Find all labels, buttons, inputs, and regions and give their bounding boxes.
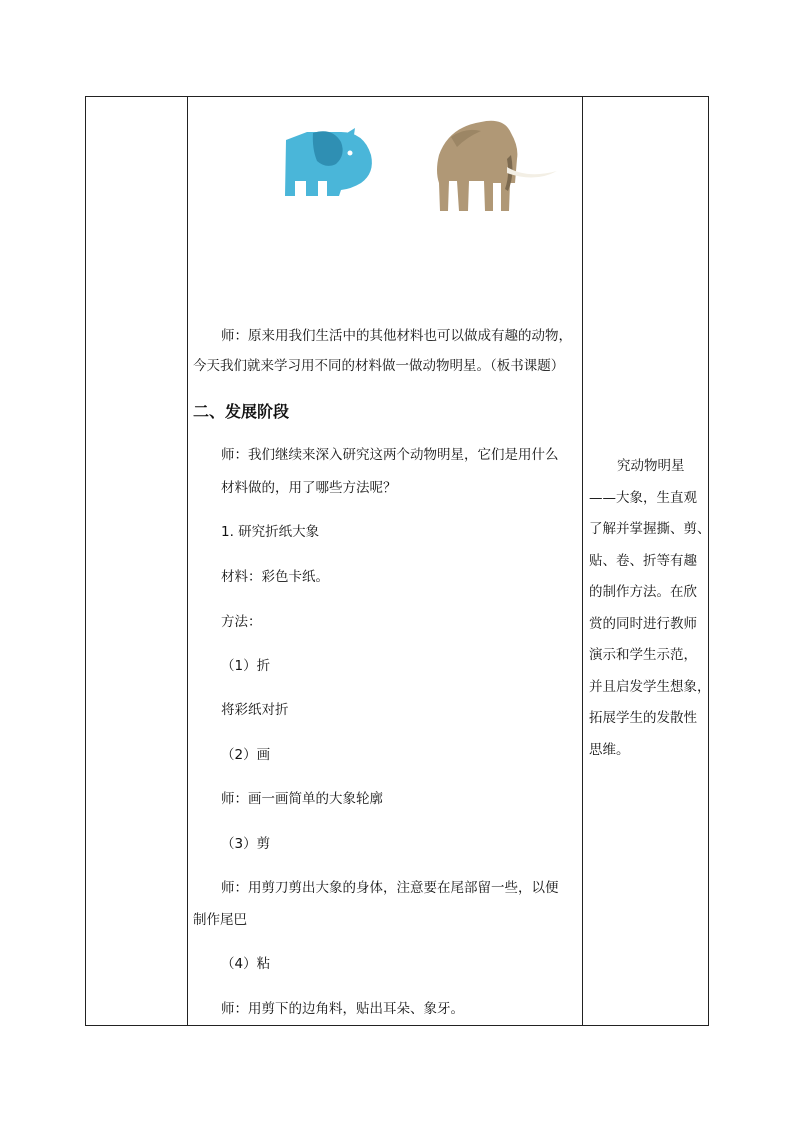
column-divider-right <box>582 97 583 1025</box>
main-line-4: 材料做的，用了哪些方法呢？ <box>221 480 397 496</box>
step-4-text: 师：用剪下的边角料，贴出耳朵、象牙。 <box>221 1001 464 1017</box>
step-3-text-cont: 制作尾巴 <box>193 912 247 928</box>
lesson-table <box>85 96 709 1026</box>
intent-column <box>586 97 711 1025</box>
step-2-title: （2）画 <box>221 747 271 763</box>
process-column <box>189 97 582 1025</box>
intent-line: 拓展学生的发散性 <box>589 710 697 726</box>
real-elephant-photo <box>437 121 557 211</box>
main-line-3: 师：我们继续来深入研究这两个动物明星，它们是用什么 <box>221 447 559 463</box>
column-divider-left <box>187 97 188 1025</box>
step-3-title: （3）剪 <box>221 836 271 852</box>
main-line-1: 师：原来用我们生活中的其他材料也可以做成有趣的动物， <box>221 328 572 344</box>
intent-line: 思维。 <box>589 741 630 758</box>
paper-elephant-illustration <box>285 128 372 196</box>
intent-line: ——大象，生直观 <box>589 489 697 506</box>
main-line-2: 今天我们就来学习用不同的材料做一做动物明星。（板书课题） <box>193 358 565 374</box>
intent-line: 了解并掌握撕、剪、 <box>589 521 711 537</box>
step-3-text: 师：用剪刀剪出大象的身体，注意要在尾部留一些，以便 <box>221 880 559 896</box>
step-1-text: 将彩纸对折 <box>221 702 289 718</box>
intent-line: 演示和学生示范， <box>589 647 697 663</box>
section-heading: 二、发展阶段 <box>193 402 290 421</box>
method-label: 方法： <box>221 614 262 630</box>
intent-line: 贴、卷、折等有趣 <box>589 552 697 569</box>
elephant-images <box>189 97 582 227</box>
intent-line: 赏的同时进行教师 <box>589 615 697 632</box>
subsection-title: 1. 研究折纸大象 <box>221 524 320 540</box>
step-2-text: 师：画一画简单的大象轮廓 <box>221 791 383 807</box>
step-1-title: （1）折 <box>221 658 271 674</box>
intent-text <box>589 451 709 766</box>
intent-line: 究动物明星 <box>617 458 685 474</box>
materials-line: 材料：彩色卡纸。 <box>221 569 329 585</box>
intent-line: 的制作方法。在欣 <box>589 584 697 600</box>
step-4-title: （4）粘 <box>221 956 271 972</box>
elephant-images-svg <box>189 97 582 227</box>
intent-line: 并且启发学生想象， <box>589 678 711 695</box>
